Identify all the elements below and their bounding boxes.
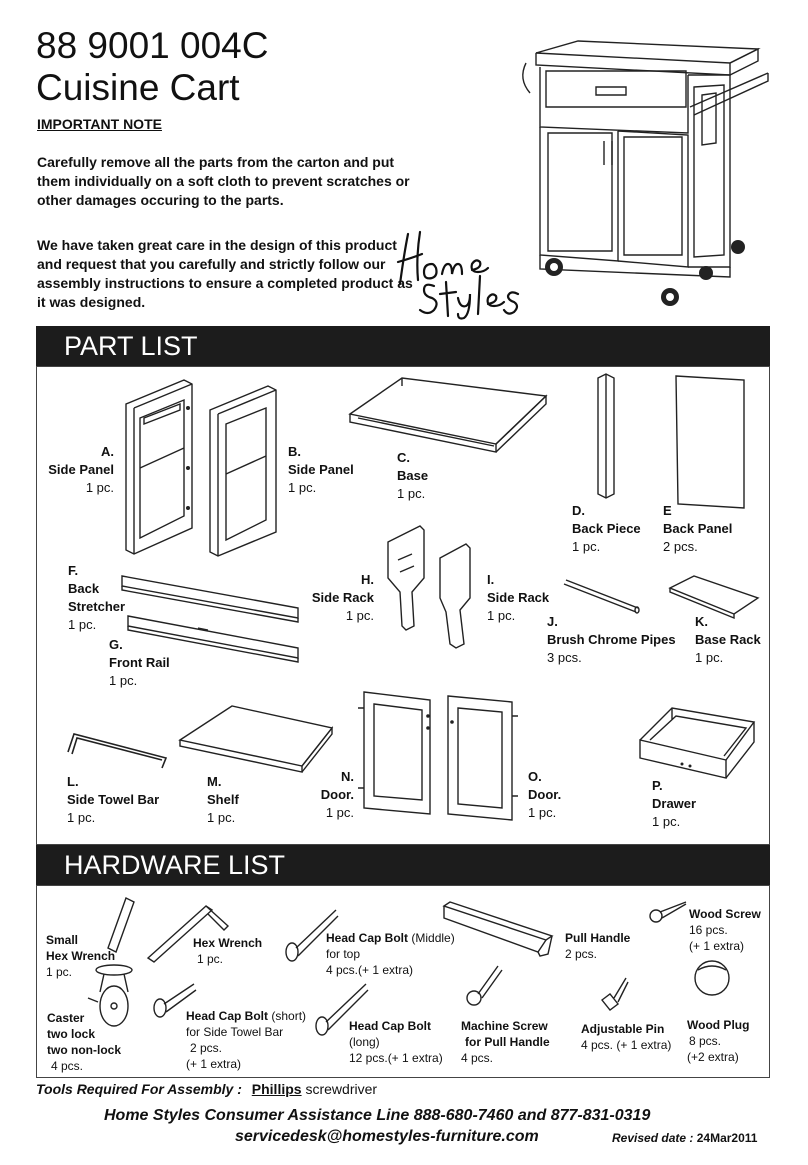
hw-adjustable-pin-name: Adjustable Pin [581,1022,665,1036]
part-d-illustration [594,372,618,500]
hw-bolt-short-label [186,1008,326,1072]
part-a-label [36,443,114,497]
part-p-name: Drawer [652,796,697,811]
part-f-label [68,562,158,634]
part-h-qty: 1 pc. [345,608,374,623]
part-m-illustration [176,702,336,774]
part-e-letter: E [663,503,672,518]
tools-item: screwdriver [305,1081,378,1097]
part-e-label [663,502,763,556]
part-h-name: Side Rack [311,590,374,605]
part-j-name: Brush Chrome Pipes [547,632,676,647]
revised-date [612,1131,757,1145]
part-h-illustration [384,522,434,632]
part-a-letter: A. [101,444,114,459]
hw-bolt-short-name: Head Cap Bolt [186,1009,269,1023]
hw-bolt-short-extra: (+ 1 extra) [186,1057,242,1071]
part-c-qty: 1 pc. [397,486,426,501]
part-d-label [572,502,662,556]
hw-bolt-long-qty: 12 pcs.(+ 1 extra) [349,1051,443,1065]
revised-label: Revised date : [612,1131,694,1145]
hw-pull-handle-label [565,930,645,962]
hw-machine-screw-name: Machine Screw [461,1019,548,1033]
part-d-letter: D. [572,503,585,518]
assistance-line: Home Styles Consumer Assistance Line 888-680-7460 and 877-831-0319 [104,1107,651,1124]
part-o-illustration [444,692,524,824]
hw-pull-handle-name: Pull Handle [565,931,631,945]
part-d-qty: 1 pc. [572,539,601,554]
part-a-qty: 1 pc. [85,480,114,495]
part-p-illustration [636,704,758,780]
hw-caster-desc1: two lock [47,1027,96,1041]
part-m-label [207,773,287,827]
part-f-name: Back Stretcher [68,581,126,614]
part-k-qty: 1 pc. [695,650,724,665]
hw-caster-name: Caster [47,1011,85,1025]
hw-bolt-long-spec: (long) [349,1035,380,1049]
hw-wood-plug-label [687,1017,767,1065]
part-l-label [67,773,187,827]
part-m-qty: 1 pc. [207,810,236,825]
hw-bolt-long-name: Head Cap Bolt [349,1019,432,1033]
wood-screw-icon [648,898,688,924]
part-n-label [296,768,354,822]
hw-wood-screw-name: Wood Screw [689,907,761,921]
part-c-name: Base [397,468,429,483]
hw-bolt-short-qty: 2 pcs. [190,1041,223,1055]
hw-bolt-middle-qty: 4 pcs.(+ 1 extra) [326,963,414,977]
tools-required [36,1081,377,1097]
part-l-illustration [62,730,174,772]
part-l-qty: 1 pc. [67,810,96,825]
part-b-name: Side Panel [288,462,354,477]
part-d-name: Back Piece [572,521,641,536]
part-g-qty: 1 pc. [109,673,138,688]
part-p-label [652,777,732,831]
part-c-label [397,449,487,503]
part-o-letter: O. [528,769,542,784]
hw-bolt-middle-spec: (Middle) [411,931,455,945]
tools-label: Tools Required For Assembly : [36,1081,242,1097]
part-l-letter: L. [67,774,79,789]
support-email: servicedesk@homestyles-furniture.com [235,1128,539,1145]
hw-bolt-middle-name: Head Cap Bolt [326,931,409,945]
part-j-illustration [562,576,642,616]
part-g-label [109,636,199,690]
machine-screw-icon [464,962,504,1008]
part-c-illustration [346,374,550,456]
model-number: 88 9001 004C [36,25,269,66]
hw-pull-handle-qty: 2 pcs. [565,947,598,961]
adjustable-pin-icon [596,974,630,1014]
hw-wood-plug-qty: 8 pcs. [689,1034,722,1048]
part-k-letter: K. [695,614,708,629]
important-note-heading: IMPORTANT NOTE [37,116,162,132]
wood-plug-icon [690,958,734,998]
part-o-name: Door. [528,787,562,802]
part-n-letter: N. [341,769,354,784]
part-g-letter: G. [109,637,123,652]
part-b-qty: 1 pc. [288,480,317,495]
part-k-name: Base Rack [695,632,761,647]
part-k-label [695,613,775,667]
part-list-heading: PART LIST [36,326,770,366]
part-p-letter: P. [652,778,663,793]
hw-bolt-short-spec: (short) [271,1009,307,1023]
hardware-list-heading: HARDWARE LIST [36,845,770,885]
hw-machine-screw-qty: 4 pcs. [461,1051,494,1065]
part-h-letter: H. [361,572,374,587]
hw-machine-screw-use: for Pull Handle [465,1035,550,1049]
hw-hex-wrench-label [193,935,283,967]
hw-wood-screw-extra: (+ 1 extra) [689,939,745,953]
part-h-label [300,571,374,625]
hw-small-hex-wrench-qty: 1 pc. [46,965,73,979]
hw-adjustable-pin-label [581,1021,691,1053]
part-j-label [547,613,687,667]
part-j-qty: 3 pcs. [547,650,582,665]
part-c-letter: C. [397,450,410,465]
part-n-qty: 1 pc. [325,805,354,820]
hw-bolt-middle-use: for top [326,947,361,961]
part-i-illustration [436,540,478,650]
pull-handle-icon [440,900,556,958]
hw-hex-wrench-qty: 1 pc. [197,952,224,966]
hw-bolt-short-use: for Side Towel Bar [186,1025,284,1039]
part-i-letter: I. [487,572,495,587]
product-title: Cuisine Cart [36,67,240,108]
part-j-letter: J. [547,614,558,629]
hw-caster-qty: 4 pcs. [51,1059,84,1073]
hw-caster-desc2: two non-lock [47,1043,121,1057]
hw-bolt-long-label [349,1018,469,1066]
part-p-qty: 1 pc. [652,814,681,829]
hw-wood-screw-label [689,906,779,954]
part-g-name: Front Rail [109,655,170,670]
part-f-qty: 1 pc. [68,617,97,632]
part-o-qty: 1 pc. [528,805,557,820]
part-e-name: Back Panel [663,521,733,536]
part-n-name: Door. [320,787,354,802]
hw-hex-wrench-name: Hex Wrench [193,936,263,950]
revised-value: 24Mar2011 [696,1131,758,1145]
note-paragraph-2: We have taken great care in the design of this product and request that you carefully and strictly follow our assembly instructions to ensure a completed product as it was designed. [37,237,413,310]
part-m-name: Shelf [207,792,239,807]
part-f-letter: F. [68,563,79,578]
part-e-illustration [674,374,748,510]
part-i-qty: 1 pc. [487,608,516,623]
part-b-illustration [208,384,280,558]
hw-wood-plug-extra: (+2 extra) [687,1050,739,1064]
part-e-qty: 2 pcs. [663,539,698,554]
part-a-name: Side Panel [48,462,114,477]
part-n-illustration [356,688,440,818]
brand-logo [392,224,532,324]
part-l-name: Side Towel Bar [67,792,160,807]
hw-wood-screw-qty: 16 pcs. [689,923,728,937]
note-paragraph-1: Carefully remove all the parts from the carton and put them individually on a soft cloth to prevent scratches or other damages occuring to the parts. [37,154,410,208]
hw-small-hex-wrench-name: Small [46,933,79,947]
hw-small-hex-wrench-name2: Hex Wrench [46,949,116,963]
hw-adjustable-pin-qty: 4 pcs. (+ 1 extra) [581,1038,672,1052]
part-m-letter: M. [207,774,222,789]
part-i-name: Side Rack [487,590,550,605]
part-a-illustration [124,378,196,556]
cart-illustration [518,35,773,310]
hw-machine-screw-label [461,1018,581,1066]
hw-caster-label [47,1010,137,1074]
part-b-letter: B. [288,444,301,459]
hw-wood-plug-name: Wood Plug [687,1018,750,1032]
part-o-label [528,768,598,822]
tools-brand: Phillips [251,1081,302,1097]
